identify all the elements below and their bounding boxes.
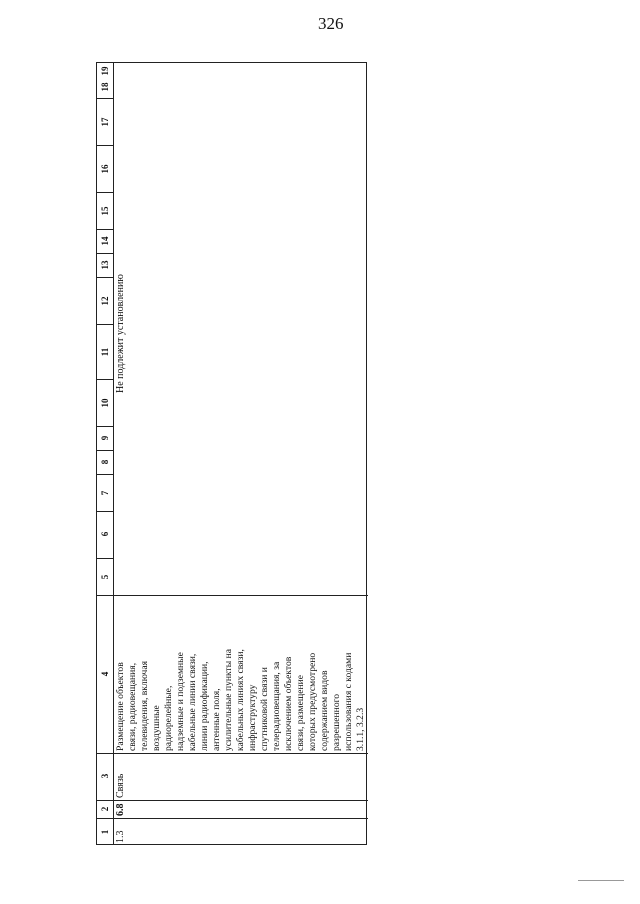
column-number: 3	[100, 773, 110, 779]
code-cell: 6.8	[115, 803, 126, 816]
column-divider	[97, 98, 113, 99]
column-divider	[97, 253, 113, 254]
description-line: разрешенного	[331, 693, 342, 751]
description-line: кабельные линии связи,	[187, 653, 198, 751]
description-line: связи, радиовещания,	[127, 662, 138, 751]
description-line: инфраструктуру	[247, 684, 258, 751]
column-number: 5	[100, 574, 110, 580]
description-line: надземные и подземные	[175, 652, 186, 751]
column-number: 14	[100, 236, 110, 246]
column-number: 11	[100, 347, 110, 357]
description-line: телерадиовещания, за	[271, 661, 282, 751]
page-number: 326	[318, 14, 344, 33]
description-line: воздушные	[151, 705, 162, 751]
row-number-cell: 1.3	[115, 830, 126, 843]
description-cell	[114, 596, 368, 753]
column-divider	[97, 753, 368, 754]
merged-note-cell: Не подлежит установлению	[115, 274, 126, 393]
description-line: линии радиофикации,	[199, 661, 210, 751]
column-number: 10	[100, 398, 110, 408]
column-number: 19	[100, 66, 110, 76]
description-line: спутниковой связи и	[259, 667, 270, 751]
column-divider	[97, 426, 113, 427]
description-line: исключением объектов	[283, 656, 294, 751]
column-divider	[97, 192, 113, 193]
column-number: 6	[100, 531, 110, 537]
column-divider	[97, 379, 113, 380]
column-number: 18	[100, 82, 110, 92]
bottom-rule	[578, 880, 624, 881]
description-line: телевидения, включая	[139, 660, 150, 751]
column-number: 17	[100, 117, 110, 127]
column-divider	[97, 800, 368, 801]
column-number: 9	[100, 435, 110, 441]
column-number: 15	[100, 206, 110, 216]
column-number: 4	[100, 671, 110, 677]
use-type-cell: Связь	[115, 773, 126, 798]
column-number: 8	[100, 459, 110, 465]
description-line: связи, размещение	[295, 674, 306, 751]
column-number: 13	[100, 260, 110, 270]
description-line: содержанием видов	[319, 670, 330, 751]
description-line: радиорелейные,	[163, 685, 174, 751]
column-number: 12	[100, 296, 110, 306]
column-number: 7	[100, 490, 110, 496]
column-number: 2	[100, 806, 110, 812]
regulation-table	[96, 62, 367, 845]
description-line: использования с кодами	[343, 652, 354, 751]
description-line: кабельных линиях связи,	[235, 649, 246, 751]
column-divider	[97, 818, 368, 819]
column-divider	[97, 474, 113, 475]
column-divider	[97, 324, 113, 325]
column-divider	[97, 229, 113, 230]
column-number: 1	[100, 829, 110, 835]
column-divider	[97, 145, 113, 146]
column-divider	[97, 558, 113, 559]
column-divider	[97, 277, 113, 278]
column-divider	[97, 511, 113, 512]
column-number: 16	[100, 164, 110, 174]
description-line: которых предусмотрено	[307, 652, 318, 751]
column-divider	[97, 450, 113, 451]
description-line: антенные поля,	[211, 688, 222, 751]
description-line: 3.1.1, 3.2.3	[355, 707, 366, 751]
description-line: усилительные пункты на	[223, 649, 234, 751]
description-line: Размещение объектов	[115, 662, 126, 751]
